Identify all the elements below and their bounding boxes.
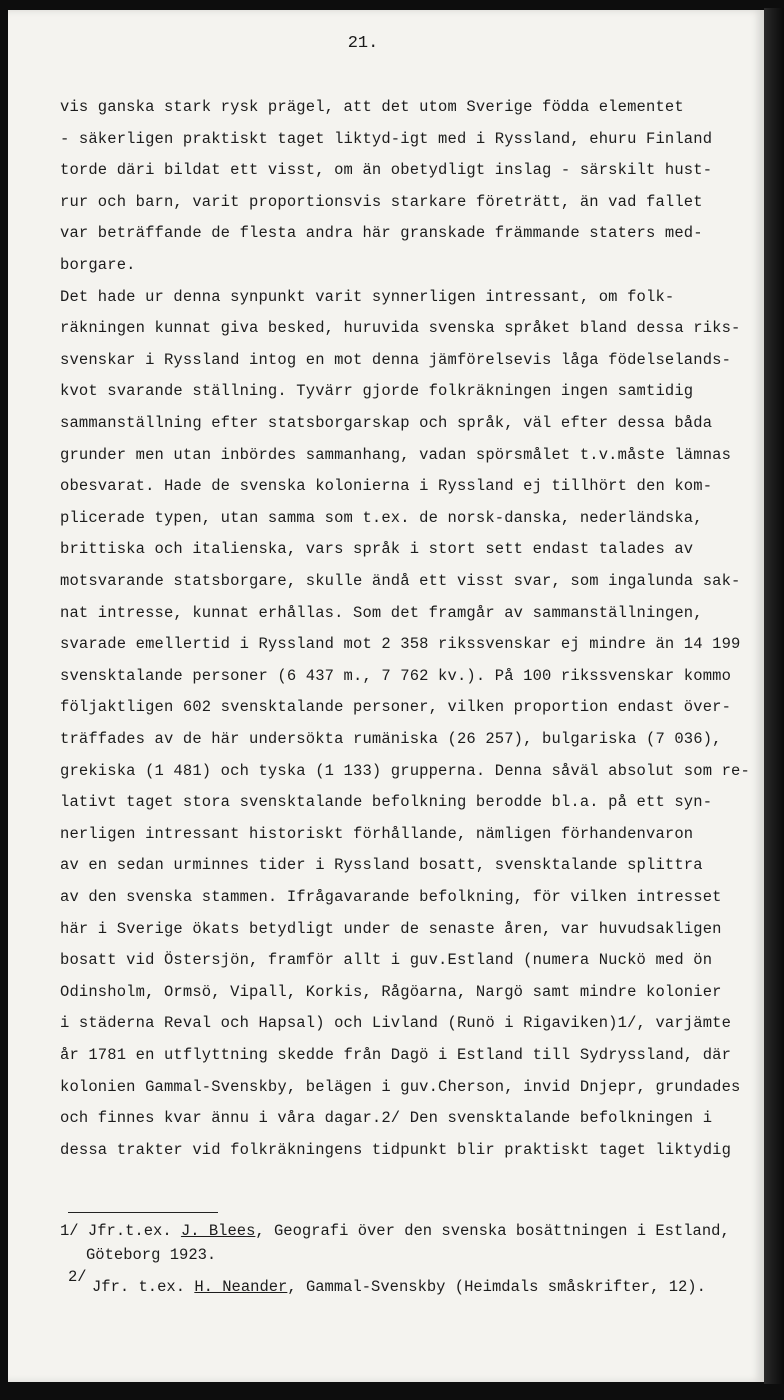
footnote-1: [60, 1222, 730, 1240]
text-line: brittiska och italienska, vars språk i stort sett endast talades av: [60, 540, 694, 559]
text-line: grekiska (1 481) och tyska (1 133) grupperna. Denna såväl absolut som re-: [60, 761, 750, 780]
text-line: borgare.: [60, 256, 136, 274]
text-line: av en sedan urminnes tider i Ryssland bosatt, svensktalande splittra: [60, 856, 703, 875]
text-line: Det hade ur denna synpunkt varit synnerligen intressant, om folk-: [60, 287, 675, 306]
text-line: dessa trakter vid folkräkningens tidpunkt blir praktiskt taget liktydig: [60, 1140, 732, 1159]
footnote-1-author: J. Blees: [180, 1222, 256, 1240]
footnote-2-mark: 2/: [68, 1268, 87, 1286]
footnote-2-prefix: Jfr. t.ex.: [92, 1278, 186, 1296]
text-line: kolonien Gammal-Svenskby, belägen i guv.Cherson, invid Dnjepr, grundades: [60, 1077, 741, 1096]
text-line: - säkerligen praktiskt taget liktyd-igt med i Ryssland, ehuru Finland: [60, 129, 713, 148]
text-line: svenskar i Ryssland intog en mot denna jämförelsevis låga födelselands-: [60, 350, 732, 369]
footnote-2: [92, 1278, 706, 1296]
text-line: var beträffande de flesta andra här granskade främmande staters med-: [60, 224, 703, 243]
page-edge-shadow: [764, 8, 784, 1384]
footnote-1-mark: 1/: [60, 1222, 79, 1240]
text-line: sammanställning efter statsborgarskap och språk, väl efter dessa båda: [60, 414, 713, 432]
footnote-separator: [68, 1212, 218, 1213]
text-line: i städerna Reval och Hapsal) och Livland (Runö i Rigaviken)1/, varjämte: [60, 1014, 732, 1033]
document-page: [8, 10, 764, 1382]
text-line: av den svenska stammen. Ifrågavarande befolkning, för vilken intresset: [60, 888, 722, 906]
text-line: bosatt vid Östersjön, framför allt i guv.Estland (numera Nuckö med ön: [60, 951, 713, 970]
text-line: svarade emellertid i Ryssland mot 2 358 rikssvenskar ej mindre än 14 199: [60, 635, 741, 654]
text-line: och finnes kvar ännu i våra dagar.2/ Den svensktalande befolkningen i: [60, 1109, 713, 1128]
text-line: plicerade typen, utan samma som t.ex. de norsk-danska, nederländska,: [60, 508, 703, 527]
text-line: rur och barn, varit proportionsvis starkare företrätt, än vad fallet: [60, 192, 703, 211]
footnote-1-line-2: Göteborg 1923.: [86, 1246, 217, 1264]
footnote-1-title: , Geografi över den svenska bosättningen i Estland,: [255, 1222, 730, 1240]
text-line: kvot svarande ställning. Tyvärr gjorde folkräkningen ingen samtidig: [60, 382, 694, 401]
text-line: torde däri bildat ett visst, om än obetydligt inslag - särskilt hust-: [60, 161, 713, 180]
text-line: år 1781 en utflyttning skedde från Dagö i Estland till Sydryssland, där: [60, 1046, 732, 1064]
text-line: nat intresse, kunnat erhållas. Som det framgår av sammanställningen,: [60, 603, 703, 622]
page-number: 21.: [347, 34, 379, 53]
text-line: obesvarat. Hade de svenska kolonierna i Ryssland ej tillhört den kom-: [60, 477, 713, 496]
text-line: följaktligen 602 svensktalande personer, vilken proportion endast över-: [60, 698, 732, 717]
text-line: motsvarande statsborgare, skulle ändå ett visst svar, som ingalunda sak-: [60, 572, 741, 590]
text-line: lativt taget stora svensktalande befolkning berodde bl.a. på ett syn-: [60, 793, 713, 812]
footnote-2-author: H. Neander: [194, 1278, 288, 1296]
text-line: här i Sverige ökats betydligt under de senaste åren, var huvudsakligen: [60, 919, 722, 938]
footnote-2-title: , Gammal-Svenskby (Heimdals småskrifter, 12).: [287, 1278, 706, 1296]
text-line: räkningen kunnat giva besked, huruvida svenska språket bland dessa riks-: [60, 319, 741, 338]
text-line: nerligen intressant historiskt förhållande, nämligen förhandenvaron: [60, 824, 694, 843]
text-line: Odinsholm, Ormsö, Vipall, Korkis, Rågöarna, Nargö samt mindre kolonier: [60, 982, 722, 1001]
text-line: vis ganska stark rysk prägel, att det utom Sverige födda elementet: [60, 98, 684, 116]
footnote-1-prefix: Jfr.t.ex.: [87, 1222, 172, 1240]
text-line: träffades av de här undersökta rumäniska (26 257), bulgariska (7 036),: [60, 730, 722, 748]
text-line: svensktalande personer (6 437 m., 7 762 kv.). På 100 rikssvenskar kommo: [60, 666, 732, 685]
text-line: grunder men utan inbördes sammanhang, vadan spörsmålet t.v.måste lämnas: [60, 445, 732, 464]
